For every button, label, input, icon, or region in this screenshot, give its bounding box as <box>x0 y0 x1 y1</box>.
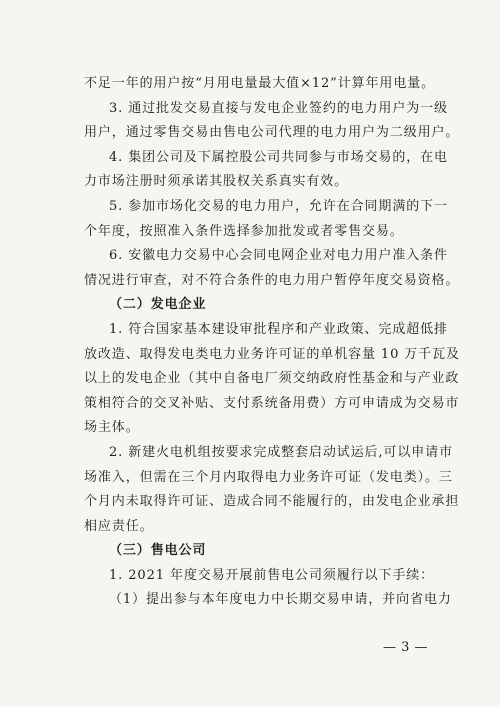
text-line: 场主体。 <box>84 420 140 436</box>
text-line: 个月内未取得许可证、造成合同不能履行的，由发电企业承担 <box>84 494 460 510</box>
text-line: 用户，通过零售交易由售电公司代理的电力用户为二级用户。 <box>84 125 460 141</box>
section-heading: （二）发电企业 <box>109 297 207 313</box>
document-body <box>84 72 460 613</box>
text-line: 相应责任。 <box>84 518 154 534</box>
text-line: 不足一年的用户按“月用电量最大值×12”计算年用电量。 <box>84 76 436 91</box>
text-line: 1. 符合国家基本建设审批程序和产业政策、完成超低排 <box>109 321 448 337</box>
text-line: 场准入，但需在三个月内取得电力业务许可证（发电类）。三 <box>84 469 453 485</box>
text-line: 6. 安徽电力交易中心会同电网企业对电力用户准入条件 <box>109 248 448 264</box>
page-number: — 3 — <box>383 640 429 655</box>
text-line: 放改造、取得发电类电力业务许可证的单机容量 10 万千瓦及 <box>84 346 460 362</box>
text-line: 3. 通过批发交易直接与发电企业签约的电力用户为一级 <box>109 100 448 116</box>
text-line: 情况进行审查，对不符合条件的电力用户暂停年度交易资格。 <box>84 272 460 288</box>
text-line: 2. 新建火电机组按要求完成整套启动试运后,可以申请市 <box>109 444 453 460</box>
text-line: 以上的发电企业（其中自备电厂须交纳政府性基金和与产业政 <box>84 371 460 387</box>
text-line: 4. 集团公司及下属控股公司共同参与市场交易的，在电 <box>109 149 448 165</box>
text-line: 力市场注册时须承诺其股权关系真实有效。 <box>84 174 349 190</box>
section-heading: （三）售电公司 <box>109 543 207 559</box>
text-line: 5. 参加市场化交易的电力用户，允许在合同期满的下一 <box>109 198 448 214</box>
text-line: （1）提出参与本年度电力中长期交易申请，并向省电力 <box>109 592 452 608</box>
text-line: 个年度，按照准入条件选择参加批发或者零售交易。 <box>84 223 404 239</box>
text-line: 1. 2021 年度交易开展前售电公司须履行以下手续： <box>109 567 435 583</box>
text-line: 策相符合的交叉补贴、支付系统备用费）方可申请成为交易市 <box>84 395 460 411</box>
